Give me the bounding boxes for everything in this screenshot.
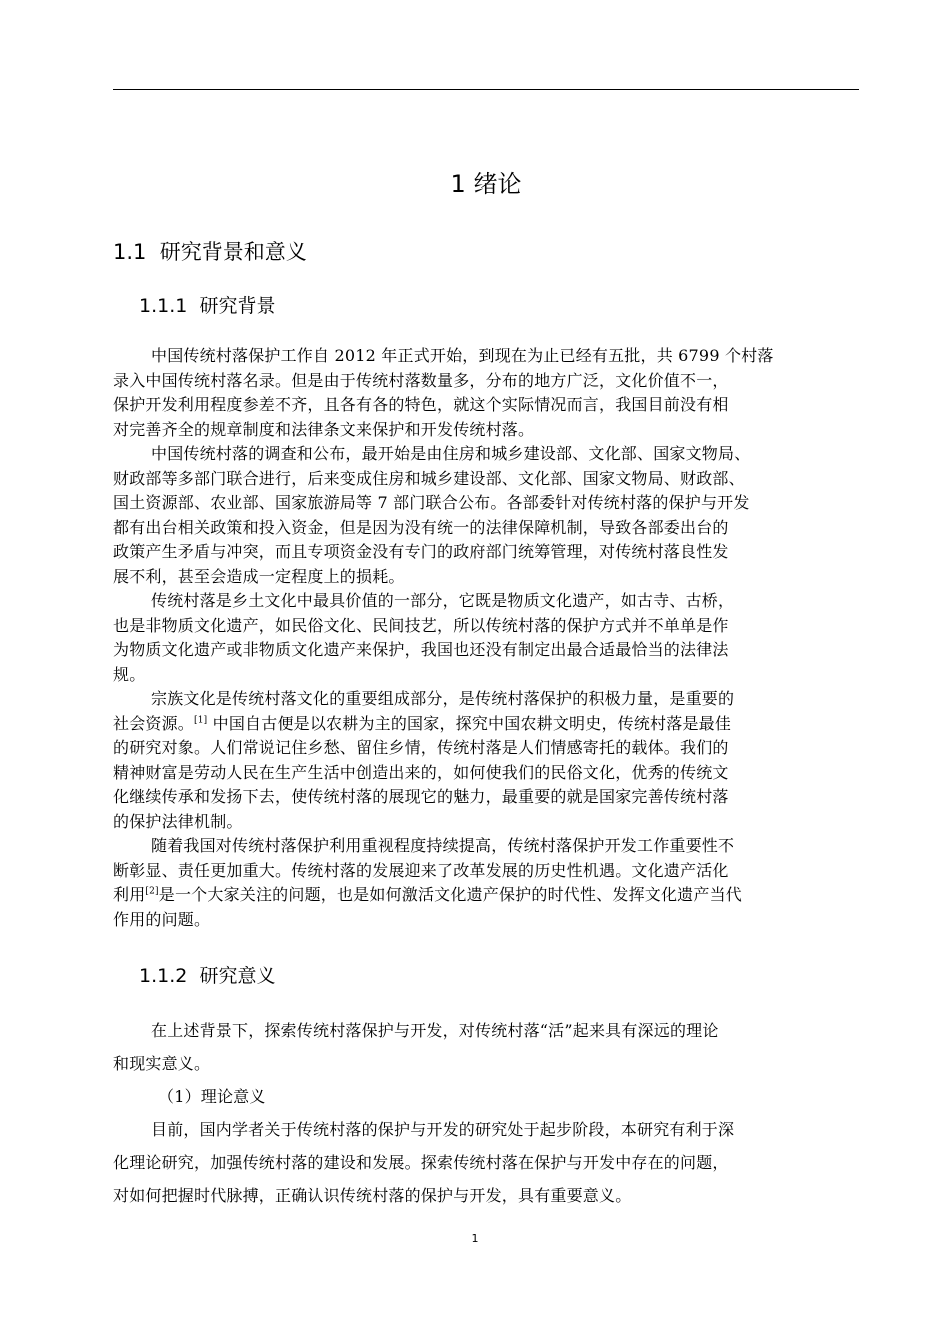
paragraph-line: 断彰显、责任更加重大。传统村落的发展迎来了改革发展的历史性机遇。文化遗产活化 xyxy=(113,860,729,880)
text-span: 利用 xyxy=(113,885,146,904)
paragraph-line: 对完善齐全的规章制度和法律条文来保护和开发传统村落。 xyxy=(113,419,535,439)
paragraph-line: 对如何把握时代脉搏，正确认识传统村落的保护与开发，具有重要意义。 xyxy=(113,1186,632,1205)
subsection-title: 研究背景 xyxy=(199,295,276,317)
paragraph-line: 中国传统村落保护工作自 2012 年正式开始，到现在为止已经有五批，共 6799 个村落 xyxy=(151,346,774,365)
paragraph-line: 作用的问题。 xyxy=(113,909,211,929)
subsection-number: 1.1.2 xyxy=(139,965,188,987)
paragraph-line: 政策产生矛盾与冲突，而且专项资金没有专门的政府部门统筹管理，对传统村落良性发 xyxy=(113,542,729,561)
paragraph-line: 在上述背景下，探索传统村落保护与开发，对传统村落“活”起来具有深远的理论 xyxy=(151,1021,719,1040)
paragraph-line: 国土资源部、农业部、国家旅游局等 7 部门联合公布。各部委针对传统村落的保护与开发 xyxy=(113,493,750,512)
chapter-title: 1 绪论 xyxy=(450,170,522,198)
item-heading: （1）理论意义 xyxy=(158,1087,266,1106)
paragraph-line: 中国传统村落的调查和公布，最开始是由住房和城乡建设部、文化部、国家文物局、 xyxy=(151,444,751,463)
subsection-title: 研究意义 xyxy=(199,965,276,987)
paragraph-line: 宗族文化是传统村落文化的重要组成部分，是传统村落保护的积极力量，是重要的 xyxy=(151,689,735,708)
subsection-heading-background xyxy=(139,291,275,321)
paragraph-line: 和现实意义。 xyxy=(113,1054,211,1073)
paragraph-line: 目前，国内学者关于传统村落的保护与开发的研究处于起步阶段，本研究有利于深 xyxy=(151,1120,735,1139)
paragraph-line: 也是非物质文化遗产，如民俗文化、民间技艺，所以传统村落的保护方式并不单单是作 xyxy=(113,615,729,635)
paragraph-line: 精神财富是劳动人民在生产生活中创造出来的，如何使我们的民俗文化，优秀的传统文 xyxy=(113,762,729,782)
paragraph-line: 随着我国对传统村落保护利用重视程度持续提高，传统村落保护开发工作重要性不 xyxy=(151,836,735,855)
section-title: 研究背景和意义 xyxy=(159,240,307,264)
paragraph-line: 为物质文化遗产或非物质文化遗产来保护，我国也还没有制定出最合适最恰当的法律法 xyxy=(113,640,729,659)
citation-ref: [1] xyxy=(194,715,208,726)
paragraph-line: 保护开发利用程度参差不齐，且各有各的特色，就这个实际情况而言，我国目前没有相 xyxy=(113,395,729,414)
paragraph-line xyxy=(113,883,873,908)
paragraph-line: 都有出台相关政策和投入资金，但是因为没有统一的法律保障机制，导致各部委出台的 xyxy=(113,517,729,537)
paragraph-line: 化理论研究，加强传统村落的建设和发展。探索传统村落在保护与开发中存在的问题， xyxy=(113,1153,729,1172)
subsection-heading-significance xyxy=(139,961,275,991)
header-rule xyxy=(113,89,859,90)
text-span: 是一个大家关注的问题，也是如何激活文化遗产保护的时代性、发挥文化遗产当代 xyxy=(158,885,742,904)
paragraph-line: 规。 xyxy=(113,664,146,684)
paragraph-line: 的保护法律机制。 xyxy=(113,811,243,831)
paragraph-line: 录入中国传统村落名录。但是由于传统村落数量多，分布的地方广泛，文化价值不一， xyxy=(113,370,729,390)
page-number: 1 xyxy=(471,1232,479,1245)
paragraph-line xyxy=(113,712,873,737)
significance-body xyxy=(113,1014,873,1212)
text-span: 社会资源。 xyxy=(113,713,195,733)
text-span: 中国自古便是以农耕为主的国家，探究中国农耕文明史，传统村落是最佳 xyxy=(207,713,732,733)
paragraph-line: 财政部等多部门联合进行，后来变成住房和城乡建设部、文化部、国家文物局、财政部、 xyxy=(113,468,745,488)
paragraph-line: 传统村落是乡土文化中最具价值的一部分，它既是物质文化遗产，如古寺、古桥， xyxy=(151,591,735,610)
citation-ref: [2] xyxy=(145,886,159,897)
subsection-number: 1.1.1 xyxy=(139,295,188,317)
background-body xyxy=(113,344,873,932)
paragraph-line: 的研究对象。人们常说记住乡愁、留住乡情，传统村落是人们情感寄托的载体。我们的 xyxy=(113,738,729,757)
section-number: 1.1 xyxy=(113,240,147,264)
section-heading xyxy=(113,236,307,268)
paragraph-line: 展不利，甚至会造成一定程度上的损耗。 xyxy=(113,566,405,586)
paragraph-line: 化继续传承和发扬下去，使传统村落的展现它的魅力，最重要的就是国家完善传统村落 xyxy=(113,787,729,806)
